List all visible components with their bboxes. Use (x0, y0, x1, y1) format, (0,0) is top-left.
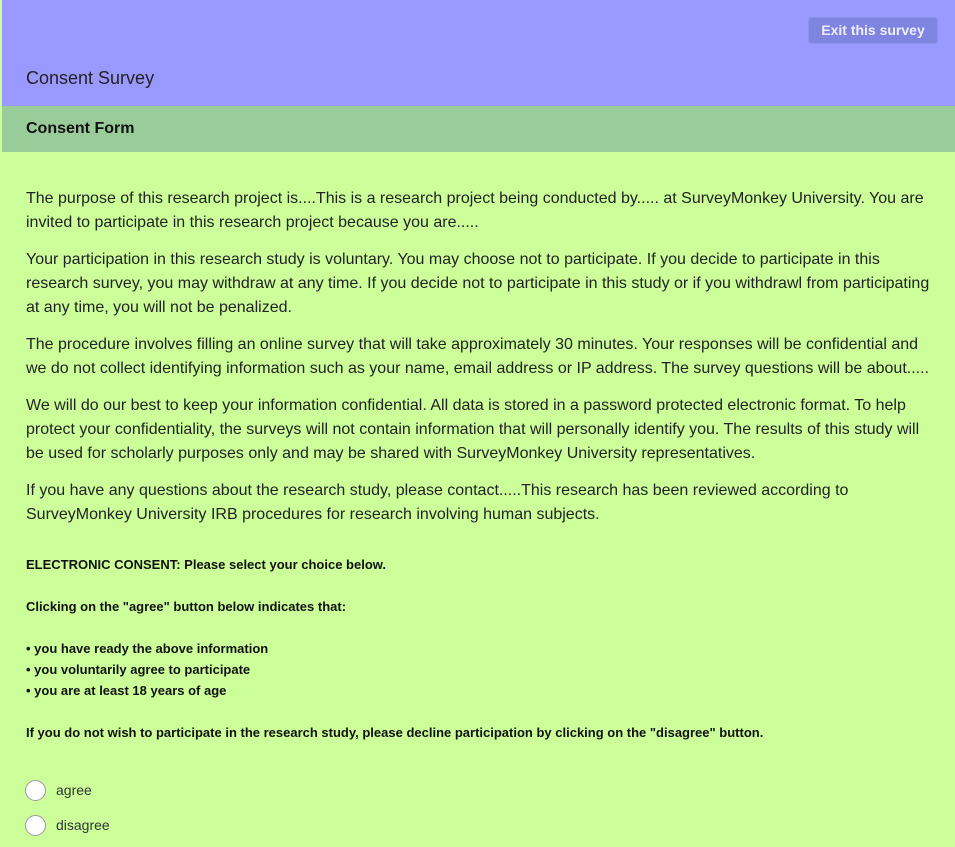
page-title-bar (2, 106, 955, 152)
disagree-label[interactable]: disagree (56, 817, 110, 833)
survey-header (2, 0, 955, 106)
consent-options (25, 778, 110, 847)
consent-bullet: • you have ready the above information (26, 641, 269, 656)
option-agree[interactable] (25, 778, 110, 802)
agree-note: Clicking on the "agree" button below indicates that: (26, 599, 347, 614)
consent-bullet: • you voluntarily agree to participate (26, 662, 251, 677)
agree-label[interactable]: agree (56, 782, 92, 798)
page-title: Consent Form (26, 120, 135, 137)
exit-survey-button[interactable]: Exit this survey (808, 17, 938, 44)
paragraph-confidentiality: We will do our best to keep your information confidential. All data is stored in a password protected electronic format. To help protect your confidentiality, the surveys will not contain information that will personally identify you. The results of this study will be used for scholarly purposes only and may be shared with SurveyMonkey University representatives. (26, 397, 920, 462)
paragraph-purpose: The purpose of this research project is....This is a research project being conducted by..... at SurveyMonkey University. You are invited to participate in this research project because you are..... (26, 190, 924, 231)
paragraph-voluntary: Your participation in this research study is voluntary. You may choose not to participate. If you decide to participate in this research survey, you may withdraw at any time. If you decide not to participate in this study or if you withdrawl from participating at any time, you will not be penalized. (26, 251, 930, 316)
decline-note: If you do not wish to participate in the research study, please decline participation by clicking on the "disagree" button. (26, 725, 764, 740)
survey-title: Consent Survey (26, 68, 155, 88)
consent-bullet: • you are at least 18 years of age (26, 683, 227, 698)
disagree-radio[interactable] (25, 815, 46, 836)
consent-bullet-list (26, 638, 936, 701)
electronic-consent-heading: ELECTRONIC CONSENT: Please select your choice below. (26, 557, 387, 572)
option-disagree[interactable] (25, 813, 110, 837)
paragraph-contact: If you have any questions about the research study, please contact.....This research has been reviewed according to SurveyMonkey University IRB procedures for research involving human subjects. (26, 482, 849, 523)
consent-content (26, 187, 936, 743)
agree-radio[interactable] (25, 780, 46, 801)
paragraph-procedure: The procedure involves filling an online survey that will take approximately 30 minutes. Your responses will be confidential and we do not collect identifying information such as your name, email address or IP address. The survey questions will be about..... (26, 336, 929, 377)
